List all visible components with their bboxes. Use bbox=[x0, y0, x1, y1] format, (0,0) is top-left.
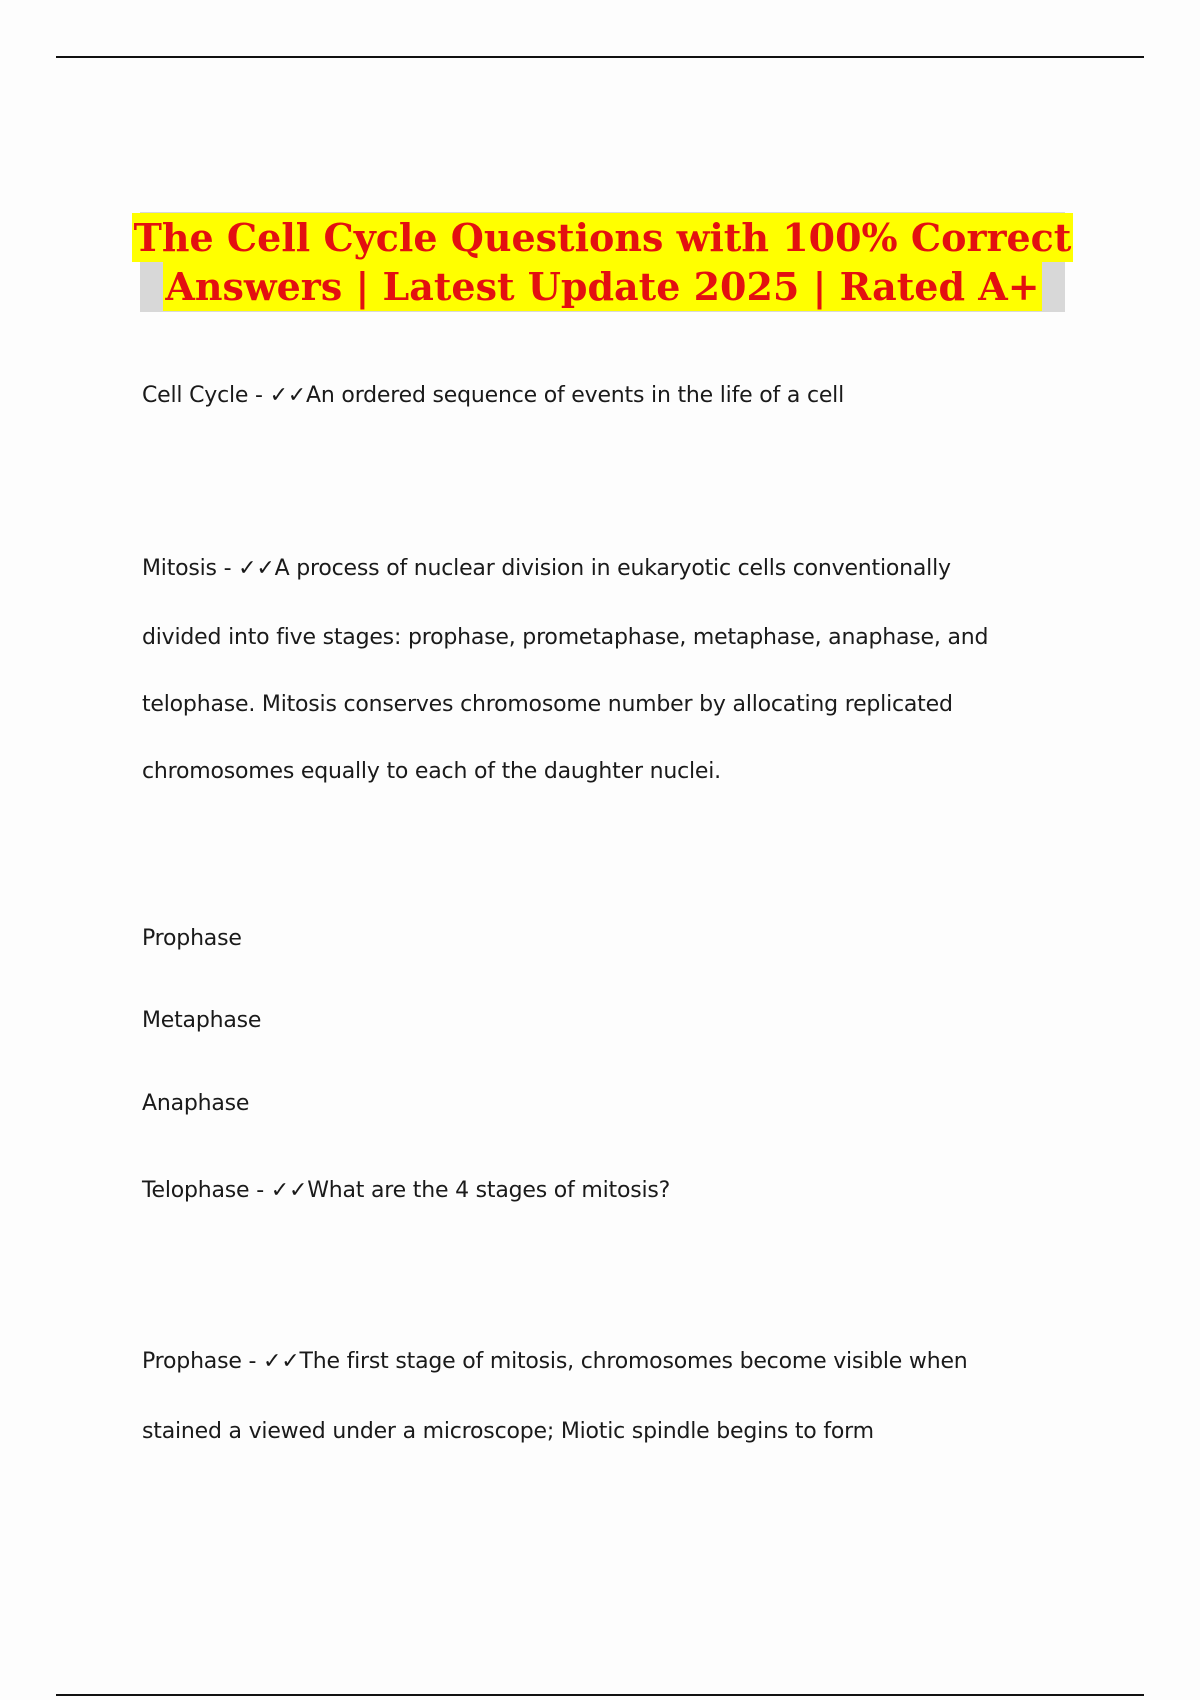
answer-mitosis-line-3: telophase. Mitosis conserves chromosome number by allocating replicated bbox=[142, 692, 953, 717]
entry-mitosis-line-1 bbox=[142, 553, 951, 585]
answer-telophase: What are the 4 stages of mitosis? bbox=[307, 1178, 671, 1203]
answer-mitosis-line-1: A process of nuclear division in eukaryotic cells conventionally bbox=[274, 556, 951, 581]
check-icon: ✓✓ bbox=[238, 556, 275, 581]
list-item-anaphase: Anaphase bbox=[142, 1091, 250, 1116]
term-mitosis: Mitosis - bbox=[142, 556, 239, 581]
entry-prophase-line-1 bbox=[142, 1346, 968, 1378]
entry-cell-cycle bbox=[142, 380, 844, 412]
list-item-metaphase: Metaphase bbox=[142, 1008, 262, 1033]
check-icon: ✓✓ bbox=[270, 1178, 308, 1203]
title-line-2: Answers | Latest Update 2025 | Rated A+ bbox=[165, 264, 1040, 309]
answer-prophase-line-1: The first stage of mitosis, chromosomes become visible when bbox=[299, 1349, 968, 1374]
term-cell-cycle: Cell Cycle - bbox=[142, 383, 270, 408]
top-rule bbox=[56, 56, 1144, 58]
answer-cell-cycle: An ordered sequence of events in the life of a cell bbox=[306, 383, 844, 408]
answer-mitosis-line-4: chromosomes equally to each of the daughter nuclei. bbox=[142, 759, 721, 784]
term-telophase: Telophase - bbox=[142, 1178, 271, 1203]
term-prophase: Prophase - bbox=[142, 1349, 264, 1374]
answer-mitosis-line-2: divided into five stages: prophase, prometaphase, metaphase, anaphase, and bbox=[142, 625, 989, 650]
check-icon: ✓✓ bbox=[269, 383, 307, 408]
title-line-1: The Cell Cycle Questions with 100% Correct bbox=[133, 215, 1072, 260]
list-item-prophase: Prophase bbox=[142, 926, 242, 951]
answer-prophase-line-2: stained a viewed under a microscope; Miotic spindle begins to form bbox=[142, 1419, 874, 1444]
bottom-rule bbox=[56, 1694, 1144, 1696]
title-banner bbox=[133, 212, 1072, 312]
entry-telophase bbox=[142, 1175, 670, 1207]
check-icon: ✓✓ bbox=[263, 1349, 300, 1374]
